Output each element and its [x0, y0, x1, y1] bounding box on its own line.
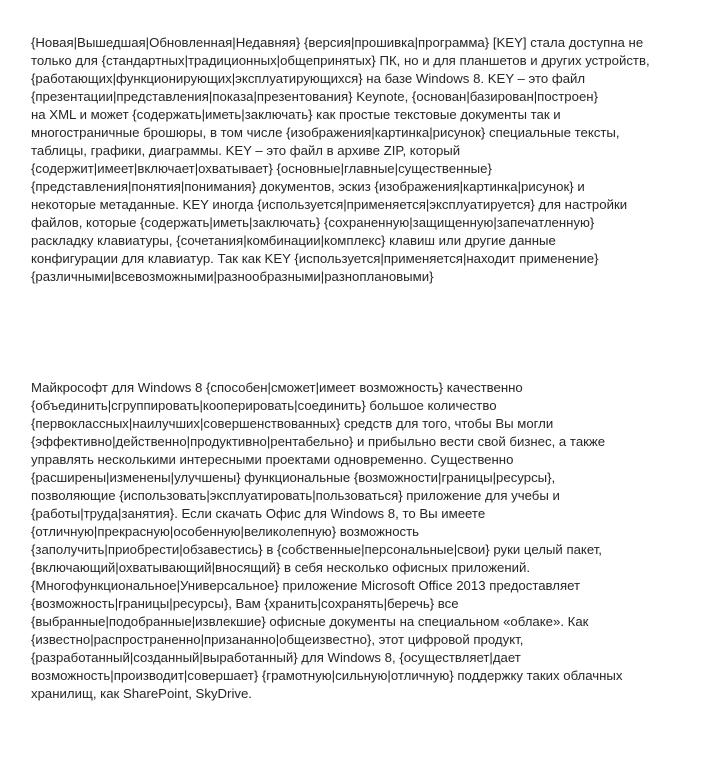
text-line: возможность|производит|совершает} {грамотную|сильную|отличную} поддержку таких облачных: [31, 668, 623, 683]
text-line: многостраничные брошюры, в том числе {изображения|картинка|рисунок} специальные тексты,: [31, 125, 620, 140]
text-line: {Многофункциональное|Универсальное} приложение Microsoft Office 2013 предоставляет: [31, 578, 581, 593]
text-line: на XML и может {содержать|иметь|заключать} как простые текстовые документы так и: [31, 107, 561, 122]
text-line: хранилищ, как SharePoint, SkyDrive.: [31, 686, 252, 701]
text-line: позволяющие {использовать|эксплуатировать|пользоваться} приложение для учебы и: [31, 488, 560, 503]
paragraph-1: [31, 34, 701, 286]
text-line: {объединить|сгруппировать|кооперировать|соединить} большое количество: [31, 398, 497, 413]
text-line: {различными|всевозможными|разнообразными|разноплановыми}: [31, 269, 434, 284]
text-line: {возможность|границы|ресурсы}, Вам {хранить|сохранять|беречь} все: [31, 596, 459, 611]
text-line: {работы|труда|занятия}. Если скачать Офис для Windows 8, то Вы имеете: [31, 506, 486, 521]
text-line: {отличную|прекрасную|особенную|великолепную} возможность: [31, 524, 420, 539]
text-line: управлять несколькими интересными проектами одновременно. Существенно: [31, 452, 514, 467]
text-line: {разработанный|созданный|выработанный} для Windows 8, {осуществляет|дает: [31, 650, 521, 665]
text-line: {расширены|изменены|улучшены} функциональные {возможности|границы|ресурсы},: [31, 470, 556, 485]
text-line: таблицы, графики, диаграммы. KEY – это файл в архиве ZIP, который: [31, 143, 461, 158]
text-line: конфигурации для клавиатур. Так как KEY {используется|применяется|находит применение}: [31, 251, 599, 266]
text-line: только для {стандартных|традиционных|общепринятых} ПК, но и для планшетов и других устройств,: [31, 53, 650, 68]
text-line: некоторые метаданные. KEY иногда {используется|применяется|эксплуатируется} для настройки: [31, 197, 628, 212]
text-line: {выбранные|подобранные|извлекшие} офисные документы на специальном «облаке». Как: [31, 614, 589, 629]
text-line: {известно|распространенно|призананно|общеизвестно}, этот цифровой продукт,: [31, 632, 524, 647]
text-line: раскладку клавиатуры, {сочетания|комбинации|комплекс} клавиш или другие данные: [31, 233, 556, 248]
text-line: Майкрософт для Windows 8 {способен|сможет|имеет возможность} качественно: [31, 380, 523, 395]
paragraph-2: [31, 379, 701, 703]
text-line: {включающий|охватывающий|вносящий} в себя несколько офисных приложений.: [31, 560, 531, 575]
text-line: {представления|понятия|понимания} документов, эскиз {изображения|картинка|рисунок} и: [31, 179, 585, 194]
text-line: {первоклассных|наилучших|совершенствованных} средств для того, чтобы Вы могли: [31, 416, 554, 431]
text-line: {презентации|представления|показа|презентования} Keynote, {основан|базирован|построен}: [31, 89, 598, 104]
text-line: {заполучить|приобрести|обзавестись} в {собственные|персональные|свои} руки целый пакет,: [31, 542, 602, 557]
text-line: файлов, которые {содержать|иметь|заключать} {сохраненную|защищенную|запечатленную}: [31, 215, 595, 230]
text-line: {работающих|функционирующих|эксплуатирующихся} на базе Windows 8. KEY – это файл: [31, 71, 586, 86]
text-line: {содержит|имеет|включает|охватывает} {основные|главные|существенные}: [31, 161, 492, 176]
text-line: {Новая|Вышедшая|Обновленная|Недавняя} {версия|прошивка|программа} [KEY] стала доступна не: [31, 35, 644, 50]
text-line: {эффективно|действенно|продуктивно|рентабельно} и прибыльно вести свой бизнес, а также: [31, 434, 606, 449]
